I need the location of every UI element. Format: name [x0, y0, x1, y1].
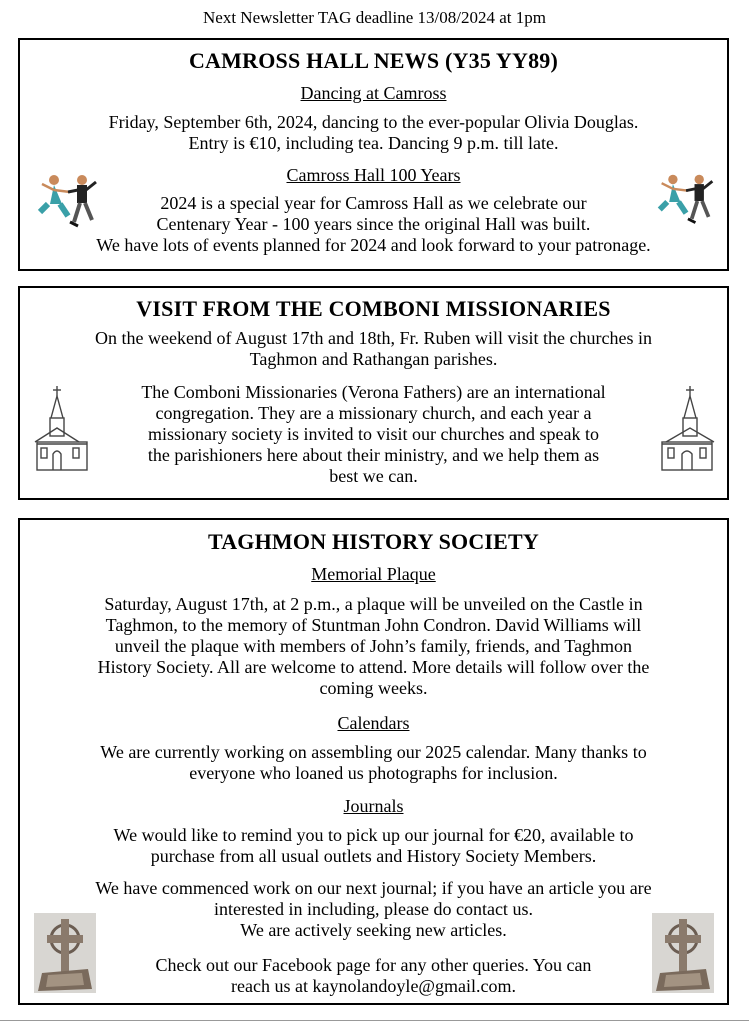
memorial-plaque-subheading: Memorial Plaque — [311, 564, 436, 584]
taghmon-history-society-section — [18, 518, 729, 1005]
dancing-couple-icon — [654, 170, 720, 232]
calendars-paragraph — [20, 742, 727, 784]
hundred-years-line-1: 2024 is a special year for Camross Hall as we celebrate our — [160, 193, 587, 213]
comboni-visit-line-2: Taghmon and Rathangan parishes. — [249, 349, 498, 369]
celtic-cross-icon — [652, 913, 714, 993]
journals-subheading: Journals — [343, 796, 404, 816]
church-icon — [658, 384, 716, 472]
camross-hall-news-section — [18, 38, 729, 271]
dancing-line-2: Entry is €10, including tea. Dancing 9 p.m. till late. — [188, 133, 559, 153]
plaque-line-4: History Society. All are welcome to attend. More details will follow over the — [97, 657, 650, 677]
hundred-years-subheading: Camross Hall 100 Years — [286, 165, 461, 185]
dancing-paragraph — [20, 112, 727, 154]
journal-price-paragraph — [20, 825, 727, 867]
memorial-plaque-paragraph — [38, 594, 709, 699]
hundred-years-paragraph — [20, 193, 727, 256]
plaque-line-5: coming weeks. — [319, 678, 428, 698]
next-journal-line-2: interested in including, please do contact us. — [214, 899, 533, 919]
plaque-line-2: Taghmon, to the memory of Stuntman John Condron. David Williams will — [105, 615, 642, 635]
comboni-about-line-3: missionary society is invited to visit our churches and speak to — [148, 424, 599, 444]
hundred-years-line-2: Centenary Year - 100 years since the original Hall was built. — [156, 214, 591, 234]
next-journal-paragraph — [20, 878, 727, 941]
facebook-contact-paragraph — [104, 955, 643, 997]
history-society-title: TAGHMON HISTORY SOCIETY — [207, 529, 540, 554]
comboni-about-line-1: The Comboni Missionaries (Verona Fathers) are an international — [141, 382, 606, 402]
comboni-about-paragraph — [92, 382, 655, 487]
dancing-couple-icon — [34, 170, 104, 236]
comboni-title: VISIT FROM THE COMBONI MISSIONARIES — [136, 296, 611, 321]
plaque-line-1: Saturday, August 17th, at 2 p.m., a plaque will be unveiled on the Castle in — [104, 594, 643, 614]
journal-price-line-1: We would like to remind you to pick up our journal for €20, available to — [113, 825, 634, 845]
calendars-subheading: Calendars — [337, 713, 410, 733]
comboni-visit-line-1: On the weekend of August 17th and 18th, Fr. Ruben will visit the churches in — [95, 328, 652, 348]
comboni-missionaries-section — [18, 286, 729, 500]
plaque-line-3: unveil the plaque with members of John’s family, friends, and Taghmon — [114, 636, 633, 656]
comboni-about-line-5: best we can. — [329, 466, 418, 486]
calendars-line-1: We are currently working on assembling our 2025 calendar. Many thanks to — [100, 742, 647, 762]
church-icon — [33, 384, 91, 472]
facebook-line-1: Check out our Facebook page for any other queries. You can — [155, 955, 592, 975]
calendars-line-2: everyone who loaned us photographs for inclusion. — [189, 763, 558, 783]
dancing-subheading: Dancing at Camross — [300, 83, 447, 103]
dancing-line-1: Friday, September 6th, 2024, dancing to the ever-popular Olivia Douglas. — [108, 112, 639, 132]
comboni-about-line-4: the parishioners here about their ministry, and we help them as — [147, 445, 600, 465]
next-journal-line-1: We have commenced work on our next journal; if you have an article you are — [95, 878, 652, 898]
comboni-about-line-2: congregation. They are a missionary church, and each year a — [155, 403, 592, 423]
hundred-years-line-3: We have lots of events planned for 2024 and look forward to your patronage. — [96, 235, 651, 255]
facebook-line-2: reach us at kaynolandoyle@gmail.com. — [231, 976, 516, 996]
next-journal-line-3: We are actively seeking new articles. — [240, 920, 507, 940]
journal-price-line-2: purchase from all usual outlets and History Society Members. — [150, 846, 597, 866]
celtic-cross-icon — [34, 913, 96, 993]
comboni-visit-paragraph — [20, 328, 727, 370]
camross-title: CAMROSS HALL NEWS (Y35 YY89) — [188, 48, 559, 73]
newsletter-deadline: Next Newsletter TAG deadline 13/08/2024 at 1pm — [203, 8, 546, 27]
page-bottom-rule — [0, 1020, 749, 1021]
